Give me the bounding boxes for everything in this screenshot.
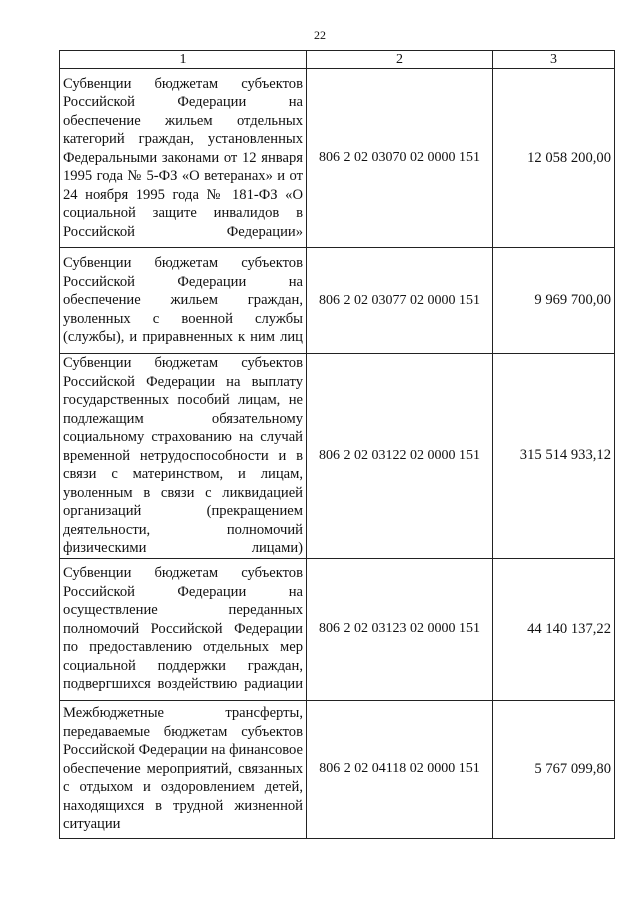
- budget-table: [59, 50, 615, 839]
- row-budget-code: 806 2 02 03070 02 0000 151: [307, 69, 493, 248]
- row-budget-code: 806 2 02 03123 02 0000 151: [307, 558, 493, 700]
- page-number: 22: [314, 28, 326, 42]
- row-description: Субвенции бюджетам субъектов Российской Федерации на осуществление переданных полномочий Российской Федерации по предоставлению отдельных мер социальной поддержки граждан, подвергшихся воздействию радиации: [60, 558, 307, 700]
- column-header-2: 2: [307, 51, 493, 69]
- row-amount: 315 514 933,12: [493, 354, 615, 559]
- row-amount: 5 767 099,80: [493, 700, 615, 838]
- table-row: [60, 354, 615, 559]
- row-amount: 12 058 200,00: [493, 69, 615, 248]
- row-budget-code: 806 2 02 04118 02 0000 151: [307, 700, 493, 838]
- table-row: [60, 248, 615, 354]
- column-header-3: 3: [493, 51, 615, 69]
- column-header-1: 1: [60, 51, 307, 69]
- table-header-row: [60, 51, 615, 69]
- row-amount: 44 140 137,22: [493, 558, 615, 700]
- row-budget-code: 806 2 02 03077 02 0000 151: [307, 248, 493, 354]
- row-amount: 9 969 700,00: [493, 248, 615, 354]
- row-description: Субвенции бюджетам субъектов Российской Федерации на обеспечение жильем граждан, уволенных с военной службы (службы), и приравненных к ним лиц: [60, 248, 307, 354]
- row-description: Субвенции бюджетам субъектов Российской Федерации на выплату государственных пособий лицам, не подлежащим обязательному социальному страхованию на случай временной нетрудоспособности и в связи с материнством, и лицам, уволенным в связи с ликвидацией организаций (прекращением деятельности, полномочий физическими лицами): [60, 354, 307, 559]
- table-row: [60, 69, 615, 248]
- row-description: Межбюджетные трансферты, передаваемые бюджетам субъектов Российской Федерации на финансовое обеспечение мероприятий, связанных с отдыхом и оздоровлением детей, находящихся в трудной жизненной ситуации: [60, 700, 307, 838]
- row-budget-code: 806 2 02 03122 02 0000 151: [307, 354, 493, 559]
- table-row: [60, 700, 615, 838]
- row-description: Субвенции бюджетам субъектов Российской Федерации на обеспечение жильем отдельных категорий граждан, установленных Федеральными законами от 12 января 1995 года № 5-ФЗ «О ветеранах» и от 24 ноября 1995 года № 181-ФЗ «О социальной защите инвалидов в Российской Федерации»: [60, 69, 307, 248]
- table-row: [60, 558, 615, 700]
